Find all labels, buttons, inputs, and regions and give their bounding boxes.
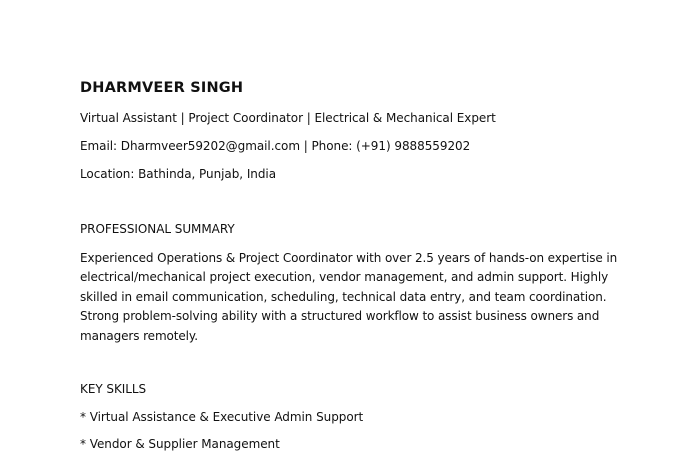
candidate-name: DHARMVEER SINGH [80,80,244,96]
contact-info: Email: Dharmveer59202@gmail.com | Phone: (+91) 9888559202 [80,139,471,153]
skill-item: * Virtual Assistance & Executive Admin Support [80,410,364,424]
summary-heading: PROFESSIONAL SUMMARY [80,222,235,236]
headline: Virtual Assistant | Project Coordinator | Electrical & Mechanical Expert [80,111,496,125]
summary-line: Experienced Operations & Project Coordinator with over 2.5 years of hands-on expertise in [80,251,618,265]
professional-summary [80,249,618,346]
skills-heading: KEY SKILLS [80,382,147,396]
location: Location: Bathinda, Punjab, India [80,167,277,181]
summary-line: skilled in email communication, scheduling, technical data entry, and team coordination. [80,289,607,304]
summary-line: managers remotely. [80,328,198,343]
summary-line: electrical/mechanical project execution, vendor management, and admin support. Highly [80,270,609,285]
summary-line: Strong problem-solving ability with a structured workflow to assist business owners and [80,309,600,324]
skill-item: * Vendor & Supplier Management [80,437,280,451]
